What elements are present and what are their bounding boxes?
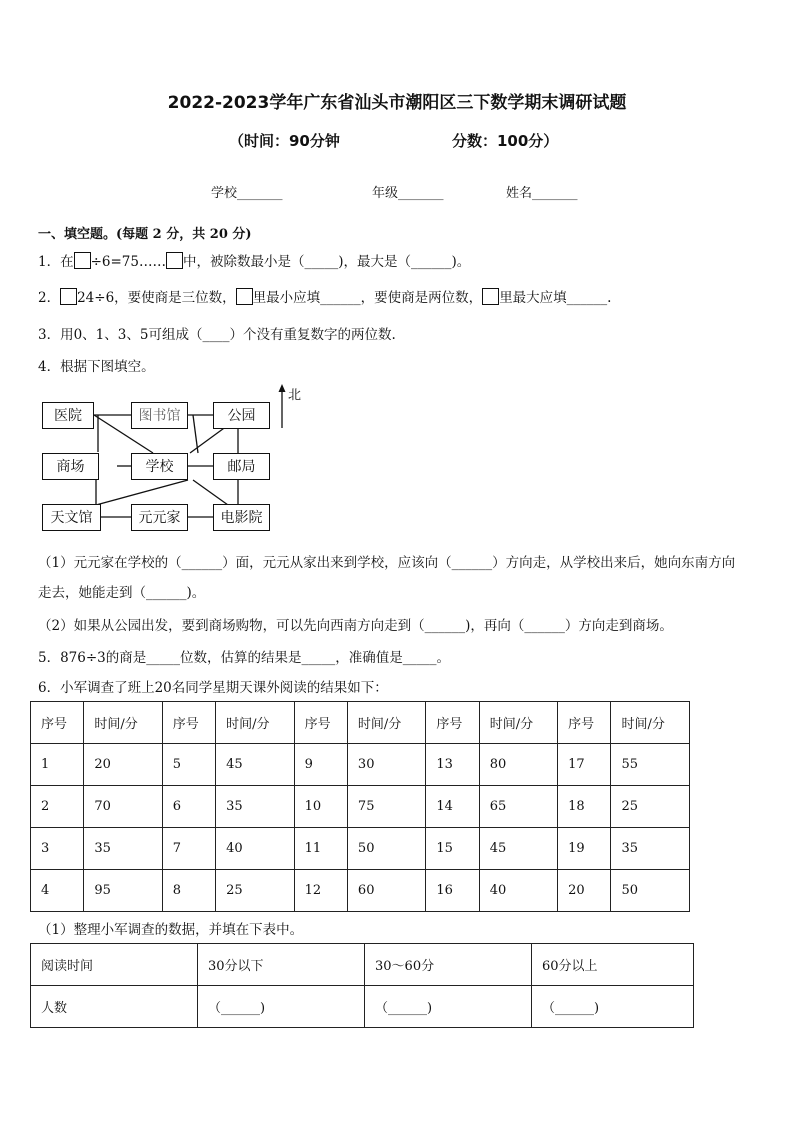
table-cell: 17 — [558, 744, 611, 786]
table-cell: 80 — [479, 744, 557, 786]
header-cell: 阅读时间 — [31, 944, 198, 986]
exam-score: 分数：100分） — [452, 132, 559, 150]
table-cell: 25 — [611, 786, 690, 828]
header-cell: 序号 — [426, 702, 479, 744]
map-node-mall: 商场 — [42, 453, 99, 480]
table-row — [31, 828, 690, 870]
table-cell: 30 — [347, 744, 425, 786]
table-cell: 20 — [558, 870, 611, 912]
map-node-post: 邮局 — [213, 453, 270, 480]
table-cell: 7 — [162, 828, 215, 870]
summary-table — [30, 943, 694, 1028]
line-school-observatory — [96, 480, 188, 505]
table-cell: 40 — [479, 870, 557, 912]
table-cell: 9 — [294, 744, 347, 786]
table-row — [31, 986, 694, 1028]
table-row — [31, 870, 690, 912]
table-cell: 14 — [426, 786, 479, 828]
header-cell: 时间/分 — [347, 702, 425, 744]
table-cell: 65 — [479, 786, 557, 828]
blank-box[interactable] — [60, 288, 77, 305]
table-cell: 40 — [216, 828, 294, 870]
section-heading: 一、填空题。(每题 2 分，共 20 分) — [38, 227, 252, 242]
table-row — [31, 744, 690, 786]
table-cell: 人数 — [31, 986, 198, 1028]
blank-box[interactable] — [74, 252, 91, 269]
header-cell: 序号 — [31, 702, 84, 744]
header-cell: 时间/分 — [216, 702, 294, 744]
table-cell: 45 — [479, 828, 557, 870]
table-row — [31, 786, 690, 828]
table-cell: 50 — [611, 870, 690, 912]
question-3: 3．用0、1、3、5可组成（____）个没有重复数字的两位数. — [38, 327, 396, 343]
page-title: 2022-2023学年广东省汕头市潮阳区三下数学期末调研试题 — [167, 93, 627, 113]
table-cell: 10 — [294, 786, 347, 828]
table-cell: 8 — [162, 870, 215, 912]
table-cell: 95 — [84, 870, 162, 912]
north-arrow-icon — [279, 384, 286, 392]
table-cell: 11 — [294, 828, 347, 870]
header-cell: 序号 — [294, 702, 347, 744]
q2-text-d: 里最大应填______. — [499, 290, 612, 306]
question-6-1: （1）整理小军调查的数据，并填在下表中。 — [38, 922, 304, 938]
q2-text-a: 2． — [38, 290, 61, 306]
line-school-cinema — [193, 480, 228, 505]
map-node-hospital: 医院 — [42, 402, 94, 429]
table-cell: 70 — [84, 786, 162, 828]
table-cell: 20 — [84, 744, 162, 786]
question-6: 6．小军调查了班上20名同学星期天课外阅读的结果如下： — [38, 680, 388, 696]
header-cell: 60分以上 — [532, 944, 694, 986]
table-cell: 2 — [31, 786, 84, 828]
q1-text-a: 1．在 — [38, 254, 74, 270]
table-cell: 1 — [31, 744, 84, 786]
table-cell: 6 — [162, 786, 215, 828]
question-4-1: （1）元元家在学校的（______）面，元元从家出来到学校，应该向（______）方向走，从学校出来后，她向东南方向 — [38, 555, 736, 571]
answer-blank[interactable]: （______) — [365, 986, 532, 1028]
name-field[interactable]: 姓名_______ — [506, 186, 578, 201]
header-cell: 时间/分 — [479, 702, 557, 744]
table-cell: 13 — [426, 744, 479, 786]
question-5: 5．876÷3的商是_____位数，估算的结果是_____，准确值是_____。 — [38, 650, 451, 666]
school-field[interactable]: 学校_______ — [211, 186, 283, 201]
table-cell: 12 — [294, 870, 347, 912]
table-cell: 19 — [558, 828, 611, 870]
map-node-observatory: 天文馆 — [42, 504, 101, 531]
table-cell: 45 — [216, 744, 294, 786]
survey-table — [30, 701, 690, 912]
grade-field[interactable]: 年级_______ — [372, 186, 444, 201]
exam-time: （时间：90分钟 — [229, 132, 340, 150]
blank-box[interactable] — [166, 252, 183, 269]
q1-text-c: 中，被除数最小是（_____)，最大是（______)。 — [182, 254, 471, 270]
q2-text-c: 里最小应填______，要使商是两位数， — [252, 290, 483, 306]
map-node-park: 公园 — [213, 402, 270, 429]
map-node-cinema: 电影院 — [213, 504, 270, 531]
question-1 — [38, 250, 470, 270]
table-cell: 55 — [611, 744, 690, 786]
table-cell: 18 — [558, 786, 611, 828]
question-4: 4．根据下图填空。 — [38, 359, 155, 375]
table-cell: 75 — [347, 786, 425, 828]
header-cell: 时间/分 — [84, 702, 162, 744]
table-header-row — [31, 944, 694, 986]
answer-blank[interactable]: （______) — [532, 986, 694, 1028]
q2-text-b: 24÷6，要使商是三位数， — [77, 290, 236, 306]
table-cell: 5 — [162, 744, 215, 786]
table-cell: 60 — [347, 870, 425, 912]
north-label: 北 — [288, 388, 302, 403]
map-node-school: 学校 — [131, 453, 188, 480]
table-cell: 3 — [31, 828, 84, 870]
header-cell: 序号 — [162, 702, 215, 744]
table-cell: 35 — [84, 828, 162, 870]
question-4-1-cont: 走去，她能走到（______)。 — [38, 585, 206, 601]
table-cell: 16 — [426, 870, 479, 912]
question-2 — [38, 286, 611, 306]
blank-box[interactable] — [482, 288, 499, 305]
header-cell: 30～60分 — [365, 944, 532, 986]
table-header-row — [31, 702, 690, 744]
header-cell: 时间/分 — [611, 702, 690, 744]
question-4-2: （2）如果从公园出发，要到商场购物，可以先向西南方向走到（______)，再向（______）方向走到商场。 — [38, 618, 673, 634]
header-cell: 序号 — [558, 702, 611, 744]
table-cell: 35 — [611, 828, 690, 870]
header-cell: 30分以下 — [198, 944, 365, 986]
table-cell: 4 — [31, 870, 84, 912]
table-cell: 15 — [426, 828, 479, 870]
table-cell: 50 — [347, 828, 425, 870]
map-node-library: 图书馆 — [131, 402, 188, 429]
map-node-yuanyuan: 元元家 — [131, 504, 188, 531]
q1-text-b: ÷6=75…… — [90, 254, 166, 270]
table-cell: 25 — [216, 870, 294, 912]
blank-box[interactable] — [236, 288, 253, 305]
table-cell: 35 — [216, 786, 294, 828]
answer-blank[interactable]: （______) — [198, 986, 365, 1028]
